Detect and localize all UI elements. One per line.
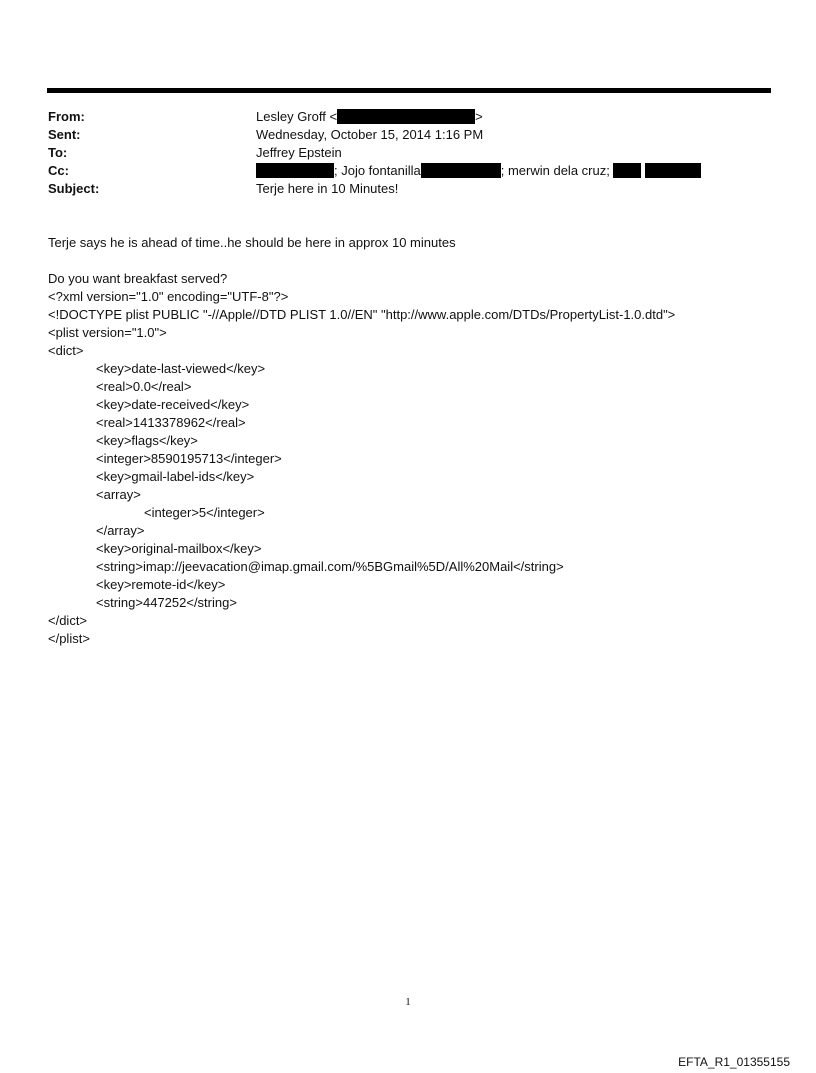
redaction-block (256, 163, 334, 178)
xml-line: <integer>5</integer> (144, 505, 265, 520)
xml-line: <key>gmail-label-ids</key> (96, 469, 255, 484)
from-row (48, 108, 748, 126)
sent-value: Wednesday, October 15, 2014 1:16 PM (256, 127, 484, 142)
document-id: EFTA_R1_01355155 (678, 1055, 790, 1069)
cc-part2: ; merwin dela cruz; (500, 163, 610, 178)
xml-line: <key>date-received</key> (96, 397, 250, 412)
email-body-line: Terje says he is ahead of time..he should be here in approx 10 minutes (48, 235, 456, 250)
xml-line: </dict> (48, 613, 88, 628)
to-value: Jeffrey Epstein (256, 145, 342, 160)
from-name: Lesley Groff < (256, 109, 338, 124)
xml-line: <string>447252</string> (96, 595, 237, 610)
sent-label: Sent: (48, 127, 81, 142)
xml-line: <key>flags</key> (96, 433, 198, 448)
page-number: 1 (405, 996, 411, 1008)
header-rule (47, 88, 771, 93)
to-row (48, 144, 748, 162)
subject-row (48, 180, 748, 198)
xml-line: <plist version="1.0"> (48, 325, 167, 340)
xml-block (48, 270, 675, 648)
xml-line: <!DOCTYPE plist PUBLIC "-//Apple//DTD PLIST 1.0//EN" "http://www.apple.com/DTDs/PropertyList-1.0.dtd"> (48, 307, 676, 322)
xml-line: <array> (96, 487, 141, 502)
xml-line: <key>original-mailbox</key> (96, 541, 262, 556)
xml-line: <real>1413378962</real> (96, 415, 246, 430)
xml-line: <key>date-last-viewed</key> (96, 361, 266, 376)
from-value (256, 108, 483, 126)
xml-line: </array> (96, 523, 145, 538)
cc-label: Cc: (48, 163, 69, 178)
redaction-block (421, 163, 501, 178)
xml-line: <integer>8590195713</integer> (96, 451, 282, 466)
redaction-block (645, 163, 701, 178)
email-header (48, 108, 748, 198)
sent-row (48, 126, 748, 144)
body-question: Do you want breakfast served? (48, 271, 228, 286)
xml-line: <key>remote-id</key> (96, 577, 226, 592)
redaction-block (337, 109, 475, 124)
subject-value: Terje here in 10 Minutes! (256, 181, 399, 196)
xml-line: <dict> (48, 343, 84, 358)
to-label: To: (48, 145, 68, 160)
cc-part1: ; Jojo fontanilla (334, 163, 421, 178)
from-close: > (475, 109, 483, 124)
subject-label: Subject: (48, 181, 100, 196)
redaction-block (613, 163, 641, 178)
from-label: From: (48, 109, 85, 124)
xml-line: <real>0.0</real> (96, 379, 192, 394)
xml-line: </plist> (48, 631, 90, 646)
xml-line: <?xml version="1.0" encoding="UTF-8"?> (48, 289, 289, 304)
xml-line: <string>imap://jeevacation@imap.gmail.com/%5BGmail%5D/All%20Mail</string> (96, 559, 564, 574)
cc-value (256, 162, 701, 180)
cc-row (48, 162, 748, 180)
